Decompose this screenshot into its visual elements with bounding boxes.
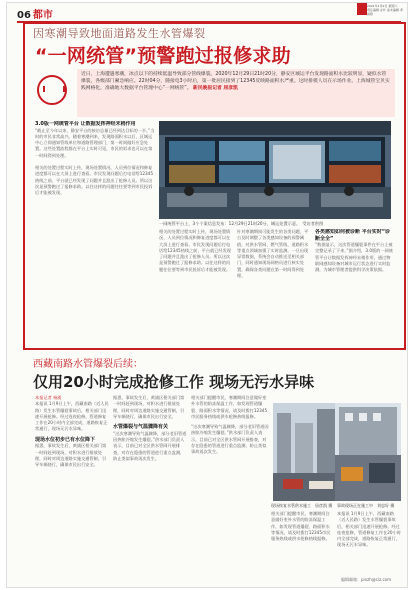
page-header <box>17 7 401 23</box>
column-text: 据悉，事故发生后，黄浦区相关部门第一时间赶到现场，对积水进行排放处理，同时对周边道路实施交通管制，引导车辆绕行，确保市民出行安全。 <box>113 395 185 419</box>
top-headline: “一网统管”预警跑过报修求助 <box>35 45 291 67</box>
column-heading: 3.0版一网统管平台 让数据发挥神经末梢作用 <box>35 121 136 127</box>
column-text: “这次寒潮导致气温骤降，部分老旧管道因热胀冷缩发生爆裂。”供水部门负责人表示，目前已对全区供水管网开展排查，对存在隐患的管道进行重点监测，防止类似事故再次发生。 <box>191 424 269 455</box>
byline: 本报记者 杨浦 <box>35 395 62 400</box>
column-text: 本报讯 1月9日上午，西藏南路（近人民路）发生水管爆裂事故后，相关部门迅速开展抢修。经过连夜抢修，管道修复工作在20小时内全部完成，道路恢复正常通行，现场无污水异味。 <box>35 401 109 432</box>
page-number: 06 <box>17 10 31 21</box>
control-room-photo <box>159 121 391 219</box>
control-room-illustration <box>159 121 391 219</box>
quote-mark-icon <box>37 75 67 105</box>
column-text: 相关的处置过程实时上传，现场处置情况、人员到位情况和修复进度都可以在大屏上进行查看。市民发现问题后打电话给12345热线之前，平台就已经发现了问题并且派出了抢修人员。所以这次是预警跑过了报修求助。以往这样的问题往往要等到市民投诉后才能被发现。 <box>35 164 154 196</box>
top-column-4 <box>315 229 393 343</box>
newspaper-page <box>6 2 408 588</box>
column-text: “截止至今年以来，静安平台的接访总量已经到达目标的一半。”当时的市民非常高兴。随着寒潮到来，发现路面积水以后，区城运中心立即通知管线单位和道路管理部门，第一时间做好应急处置。这些处置流程都在平台上实时可见，市民的诉求也可以在第一时间得到处理。 <box>35 127 155 158</box>
column-text: 相关部门提醒市民，寒潮期间注意做好室外水管的防冻保温工作，如发现管道爆裂、路面积水等情况，请及时拨打12345市民服务热线或供水抢修热线报修。 <box>271 511 331 542</box>
bottom-column-1 <box>35 395 109 579</box>
column-text: 本报讯 1月9日上午，西藏南路（近人民路）发生水管爆裂事故后，相关部门迅速开展抢修。经过连夜抢修，管道修复工作在20小时内全部完成，道路恢复正常通行，现场无污水异味。 <box>337 511 401 548</box>
top-photo-caption: 一网统管平台上，3个个案信息发布：12月29日21时20分，城运处置示意。 受访者供图 <box>159 221 324 226</box>
column-text: 相关的处置过程实时上传，现场处置情况、人员到位情况和修复进度都可以在大屏上进行查看。市民发现问题后打电话给12345热线之前，平台就已经发现了问题并且派出了抢修人员。所以这次是预警跑过了报修求助。以往这样的问题往往要等到市民投诉后才能被发现。 <box>159 229 231 272</box>
top-column-1 <box>35 121 155 343</box>
bottom-photo-caption-left: 现场恢复水管供水施工 屈彦凯 摄 <box>271 503 333 508</box>
column-text: “这次寒潮导致气温骤降，部分老旧管道因热胀冷缩发生爆裂。”供水部门负责人表示，目前已对全区供水管网开展排查，对存在隐患的管道进行重点监测，防止类似事故再次发生。 <box>113 430 187 461</box>
lead-text: 近日，上海遭遇寒潮，冰点以下的持续低温导致部分管线爆裂。2020年12月29日21时20分，静安区城运平台发现路面积水比较明显，疑似水管爆裂，各级部门紧急响应。22时04分，随接电3小时后，第一批居民接到了12345反映路面积水严重。这时排模人员在示场作业。上海城管宝贝实践网格化，准确地大数据平台管理中心“一网统管”。 新民晚报记者 屈彦凯 <box>81 72 390 91</box>
header-meta: 2021年1月9日 星期六 责任编辑 庄叶 美术编辑 季雨婷 <box>367 4 403 16</box>
column-heading: 水管爆裂与气温骤降有关 <box>113 424 169 431</box>
bottom-photo-caption-right: 事故现场正在施工中 刘忠好 摄 <box>337 503 395 508</box>
construction-illustration <box>335 403 401 501</box>
column-text: “数据显示，这次管道爆裂事件在平台上被完整记录了下来。”据介绍，3.0版的一网统管平台让数据发挥神经末梢作用，通过物联网感知设备对城市运行状态进行实时监测，为城市管理者提供科学决策依据。 <box>315 242 393 273</box>
column-heading: 现场水位初步已有水位降下 <box>35 436 96 443</box>
top-kicker: 因寒潮导致地面道路发生水管爆裂 <box>33 27 206 40</box>
column-text: 据悉，事故发生后，黄浦区相关部门第一时间赶到现场，对积水进行排放处理，同时对周边道路实施交通管制，引导车辆绕行，确保市民出行安全。 <box>35 443 107 468</box>
bottom-column-2 <box>113 395 187 579</box>
column-heading: 各类感知如何被诊断 平台实时“诊断全全” <box>315 229 391 242</box>
street-illustration <box>273 403 339 501</box>
editor-email: 编辑邮箱：pinzh@ciz.com <box>340 577 391 582</box>
bottom-column-4 <box>271 511 333 581</box>
bottom-headline: 仅用20小时完成抢修工作 现场无污水异味 <box>33 373 315 391</box>
bottom-kicker: 西藏南路水管爆裂后续： <box>33 359 143 370</box>
column-text: 针对寒潮期间可能发生的各类问题，平台及时调整了各类感知设备的预警阈值，对供水管网、燃气管线、道路积水等重点领域加强了实时监测。一旦出现异常数据，系统会自动推送至相关部门，同时通知现场网格员进行核实处置，确保各类问题在第一时间得到处理。 <box>237 229 309 279</box>
top-column-2 <box>159 229 233 343</box>
bottom-column-5 <box>337 511 401 581</box>
section-name: 都市 <box>32 10 53 21</box>
column-text: 相关部门提醒市民，寒潮期间注意做好室外水管的防冻保温工作，如发现管道爆裂、路面积水等情况，请及时拨打12345市民服务热线或供水抢修热线报修。 <box>191 395 268 419</box>
construction-photo <box>335 403 401 501</box>
newspaper-logo-icon <box>357 3 367 15</box>
bottom-column-3 <box>191 395 269 579</box>
top-column-3 <box>237 229 311 343</box>
